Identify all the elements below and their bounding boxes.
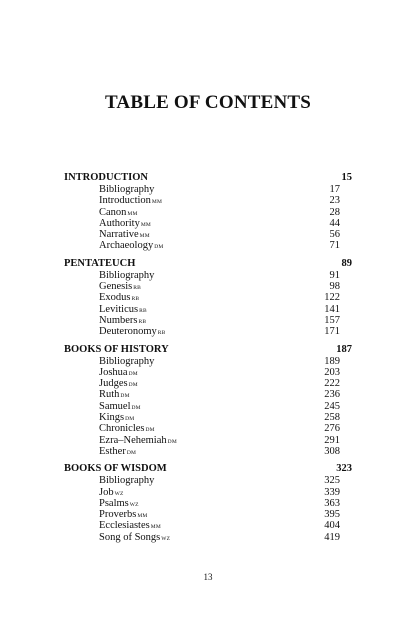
toc-entry[interactable] xyxy=(64,281,352,292)
entry-page: 276 xyxy=(324,423,340,435)
entry-label: Kings xyxy=(99,412,125,424)
entry-page: 419 xyxy=(324,531,340,543)
author-abbr: DM xyxy=(131,404,141,411)
entry-page: 363 xyxy=(324,497,340,509)
author-abbr: MM xyxy=(137,513,148,520)
entry-page: 98 xyxy=(329,281,340,293)
page-title: TABLE OF CONTENTS xyxy=(104,92,312,113)
entry-label: Canon xyxy=(99,206,127,218)
author-abbr: DM xyxy=(126,449,137,456)
table-of-contents xyxy=(64,172,352,549)
author-abbr: MM xyxy=(150,524,161,531)
toc-entry[interactable] xyxy=(64,498,352,509)
author-abbr: MM xyxy=(151,199,163,206)
author-abbr: RB xyxy=(138,318,147,325)
entry-page: 171 xyxy=(324,326,340,338)
toc-entry[interactable] xyxy=(64,412,352,423)
entry-label: Numbers xyxy=(99,314,138,326)
entry-label: Bibliography xyxy=(99,355,155,367)
entry-page: 141 xyxy=(324,303,340,315)
section-heading-row[interactable] xyxy=(64,344,352,356)
entry-label: Genesis xyxy=(99,281,133,293)
entry-page: 203 xyxy=(324,366,340,378)
section-heading-row[interactable] xyxy=(64,258,352,270)
entry-page: 122 xyxy=(324,292,340,304)
toc-entry[interactable] xyxy=(64,367,352,378)
author-abbr: DM xyxy=(128,382,138,389)
entry-page: 44 xyxy=(329,217,340,229)
toc-section-pentateuch xyxy=(64,258,352,338)
entry-page: 28 xyxy=(329,206,340,218)
entry-label: Ezra–Nehemiah xyxy=(99,434,167,446)
author-abbr: DM xyxy=(125,416,135,423)
toc-entry[interactable] xyxy=(64,401,352,412)
toc-entry[interactable] xyxy=(64,207,352,218)
author-abbr: DM xyxy=(167,438,177,445)
entry-label: Job xyxy=(99,486,114,498)
section-heading: BOOKS OF WISDOM xyxy=(64,463,167,475)
author-abbr: WZ xyxy=(114,490,124,497)
author-abbr: RB xyxy=(133,285,141,292)
entry-label: Narrative xyxy=(99,229,139,241)
author-abbr: WZ xyxy=(161,535,171,542)
entry-page: 258 xyxy=(324,412,340,424)
toc-entry[interactable] xyxy=(64,195,352,206)
toc-entry[interactable] xyxy=(64,315,352,326)
entry-page: 222 xyxy=(324,378,340,390)
toc-entry[interactable] xyxy=(64,378,352,389)
entry-page: 339 xyxy=(324,486,340,498)
toc-entry[interactable] xyxy=(64,475,352,486)
entry-label: Leviticus xyxy=(99,303,139,315)
entry-label: Introduction xyxy=(99,195,151,207)
page-number: 13 xyxy=(203,572,213,582)
entry-label: Bibliography xyxy=(99,269,155,281)
author-abbr: RB xyxy=(131,296,140,303)
entry-page: 91 xyxy=(329,269,340,281)
entry-page: 17 xyxy=(329,184,340,195)
section-heading-row[interactable] xyxy=(64,463,352,475)
section-page: 187 xyxy=(336,343,352,355)
entry-page: 71 xyxy=(329,240,340,252)
entry-page: 404 xyxy=(324,520,340,532)
toc-section-books-of-history xyxy=(64,344,352,458)
entry-label: Exodus xyxy=(99,292,131,304)
toc-entry[interactable] xyxy=(64,218,352,229)
entry-label: Chronicles xyxy=(99,423,145,435)
entry-label: Bibliography xyxy=(99,475,155,487)
entry-label: Deuteronomy xyxy=(99,326,157,338)
entry-page: 23 xyxy=(329,195,340,207)
section-page: 89 xyxy=(341,257,352,269)
entry-label: Ecclesiastes xyxy=(99,520,150,532)
toc-entry[interactable] xyxy=(64,423,352,434)
section-page: 15 xyxy=(341,172,352,183)
entry-label: Song of Songs xyxy=(99,531,161,543)
entry-label: Joshua xyxy=(99,366,128,378)
section-heading: INTRODUCTION xyxy=(64,172,149,183)
toc-section-introduction xyxy=(64,172,352,252)
author-abbr: DM xyxy=(128,370,138,377)
toc-entry[interactable] xyxy=(64,487,352,498)
author-abbr: DM xyxy=(145,427,155,434)
entry-page: 157 xyxy=(324,314,340,326)
entry-page: 291 xyxy=(324,434,340,446)
entry-page: 56 xyxy=(329,229,340,241)
author-abbr: WZ xyxy=(129,501,139,508)
toc-entry[interactable] xyxy=(64,509,352,520)
entry-page: 245 xyxy=(324,400,340,412)
toc-entry[interactable] xyxy=(64,184,352,195)
toc-entry[interactable] xyxy=(64,532,352,543)
section-page: 323 xyxy=(336,463,352,475)
author-abbr: DM xyxy=(154,244,164,251)
entry-label: Samuel xyxy=(99,400,131,412)
toc-entry[interactable] xyxy=(64,240,352,251)
entry-label: Archaeology xyxy=(99,240,154,252)
entry-label: Psalms xyxy=(99,497,129,509)
entry-label: Proverbs xyxy=(99,509,137,521)
author-abbr: MM xyxy=(139,233,150,240)
toc-entry[interactable] xyxy=(64,520,352,531)
toc-entry[interactable] xyxy=(64,304,352,315)
author-abbr: MM xyxy=(140,221,152,228)
entry-label: Esther xyxy=(99,445,126,457)
entry-page: 325 xyxy=(324,475,340,487)
entry-label: Authority xyxy=(99,217,140,229)
entry-label: Ruth xyxy=(99,389,120,401)
entry-page: 308 xyxy=(324,445,340,457)
toc-entry[interactable] xyxy=(64,446,352,457)
author-abbr: RB xyxy=(139,307,147,314)
entry-page: 395 xyxy=(324,509,340,521)
toc-entry[interactable] xyxy=(64,229,352,240)
author-abbr: DM xyxy=(120,393,130,400)
toc-entry[interactable] xyxy=(64,356,352,367)
section-heading: BOOKS OF HISTORY xyxy=(64,343,169,355)
toc-entry[interactable] xyxy=(64,270,352,281)
entry-page: 236 xyxy=(324,389,340,401)
toc-entry[interactable] xyxy=(64,435,352,446)
toc-entry[interactable] xyxy=(64,292,352,303)
toc-entry[interactable] xyxy=(64,326,352,337)
entry-page: 189 xyxy=(324,355,340,367)
entry-label: Judges xyxy=(99,378,128,390)
author-abbr: MM xyxy=(127,210,138,217)
section-heading-row[interactable] xyxy=(64,172,352,184)
toc-section-books-of-wisdom xyxy=(64,463,352,543)
entry-label: Bibliography xyxy=(99,184,155,195)
toc-entry[interactable] xyxy=(64,389,352,400)
author-abbr: RB xyxy=(157,330,166,337)
section-heading: PENTATEUCH xyxy=(64,257,136,269)
